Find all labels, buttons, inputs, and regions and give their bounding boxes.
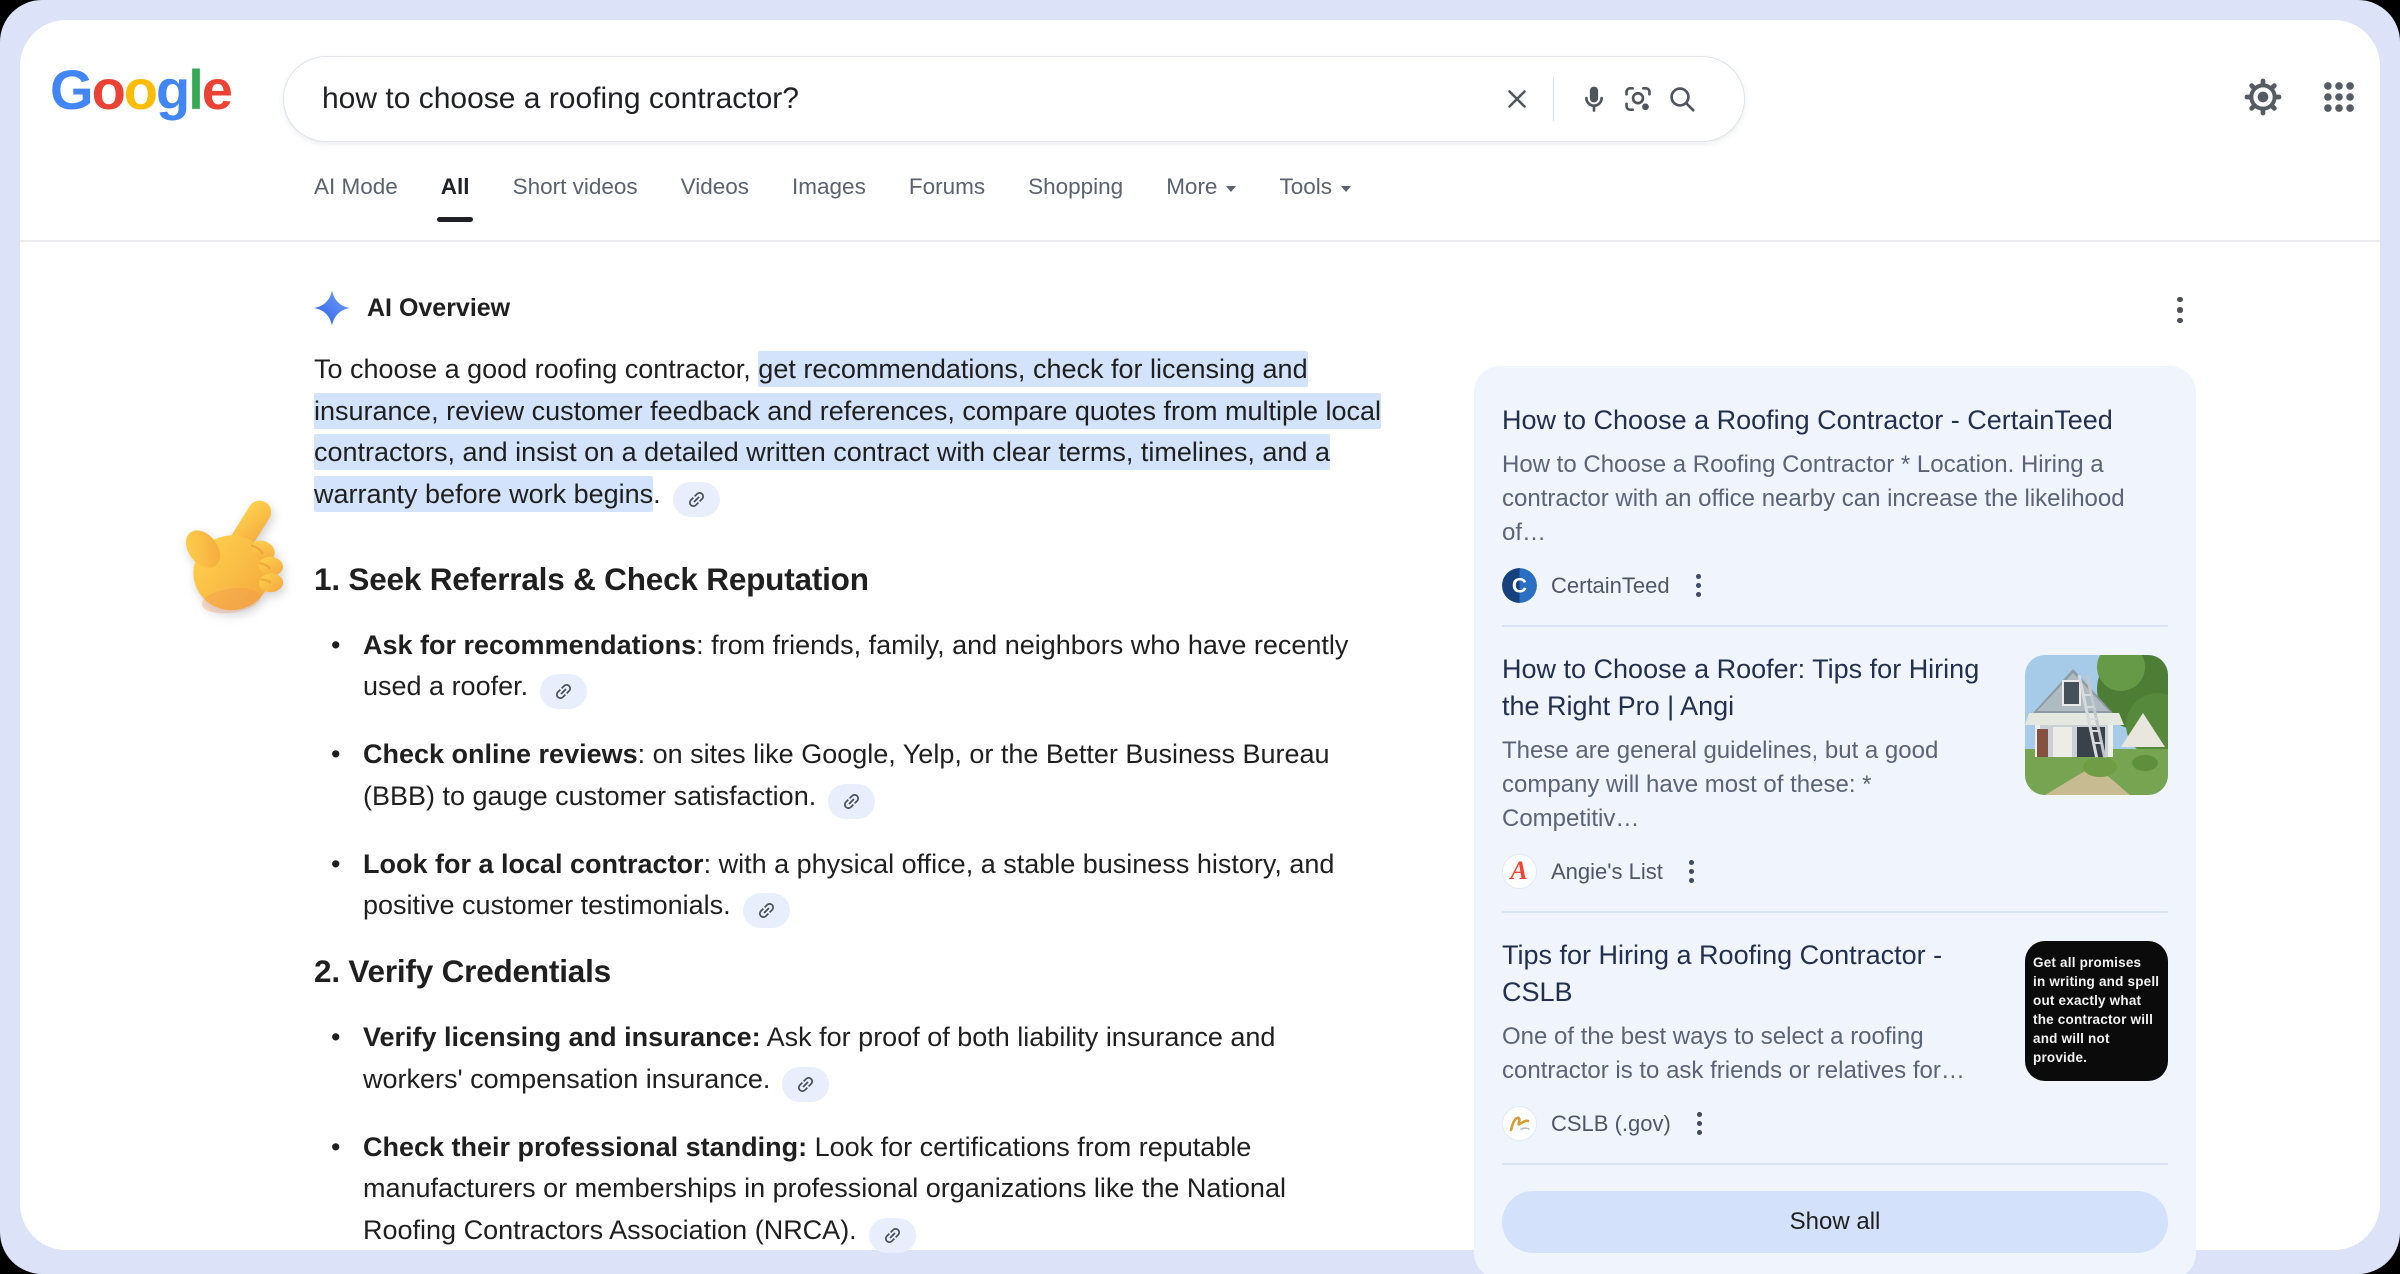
search-bar[interactable] <box>283 56 1745 142</box>
source-name: Angie's List <box>1551 858 1663 884</box>
svg-text:A: A <box>1510 856 1528 885</box>
citation-link-chip[interactable] <box>869 1218 916 1253</box>
logo-letter: e <box>201 58 231 121</box>
search-bar-separator <box>1553 77 1554 121</box>
citation-link-chip[interactable] <box>673 482 720 517</box>
source-title[interactable]: How to Choose a Roofing Contractor - CertainTeed <box>1502 405 2113 435</box>
tab-ai-mode[interactable]: AI Mode <box>314 174 398 199</box>
section-heading-1: 1. Seek Referrals & Check Reputation <box>314 560 869 597</box>
svg-text:C: C <box>1511 574 1528 598</box>
source-name: CertainTeed <box>1551 572 1670 598</box>
search-icon[interactable] <box>1660 77 1704 121</box>
angies-list-favicon <box>1502 854 1537 889</box>
summary-prefix: To choose a good roofing contractor, <box>314 354 759 384</box>
citation-link-chip[interactable] <box>828 784 875 819</box>
tab-tools[interactable]: Tools <box>1279 174 1351 222</box>
search-input[interactable]: how to choose a roofing contractor? <box>322 82 799 115</box>
clear-icon[interactable] <box>1495 77 1539 121</box>
result-thumbnail-house[interactable] <box>2025 655 2168 795</box>
list-item: • Verify licensing and insurance: Ask for proof of both liability insurance and workers' compensation insurance. <box>314 1017 1374 1102</box>
list-item: • Ask for recommendations: from friends, family, and neighbors who have recently used a roofer. <box>314 625 1374 710</box>
more-vertical-icon[interactable] <box>1685 1109 1715 1139</box>
ai-overview-header <box>314 288 1416 328</box>
source-title[interactable]: How to Choose a Roofer: Tips for Hiring the Right Pro | Angi <box>1502 654 1980 721</box>
ai-overview-summary <box>314 349 1416 517</box>
caret-down-icon <box>1226 186 1236 192</box>
caret-down-icon <box>1341 186 1351 192</box>
header-divider <box>20 240 2380 242</box>
lens-icon[interactable] <box>1616 77 1660 121</box>
settings-gear-icon[interactable] <box>2240 74 2286 120</box>
ai-overview-more-icon[interactable] <box>2160 290 2200 330</box>
ai-overview-panel <box>314 288 1416 1274</box>
list-item: • Check their professional standing: Look for certifications from reputable manufacturers or memberships in professional organizations like the National Roofing Contractors Association (NRCA). <box>314 1127 1374 1253</box>
list-item: • Look for a local contractor: with a physical office, a stable business history, and positive customer testimonials. <box>314 844 1374 929</box>
apps-grid-icon[interactable] <box>2316 74 2362 120</box>
tab-all[interactable]: All <box>441 174 470 222</box>
citation-link-chip[interactable] <box>743 893 790 928</box>
source-snippet: How to Choose a Roofing Contractor * Location. Hiring a contractor with an office nearby can increase the likelihood of… <box>1502 451 2125 546</box>
result-type-tabs <box>314 174 1351 222</box>
tab-images[interactable]: Images <box>792 174 866 199</box>
more-vertical-icon[interactable] <box>1684 571 1714 601</box>
summary-suffix: . <box>653 478 661 509</box>
source-cards-panel <box>1474 366 2196 1274</box>
tab-videos[interactable]: Videos <box>680 174 750 199</box>
tab-more[interactable]: More <box>1166 174 1236 222</box>
source-snippet: These are general guidelines, but a good company will have most of these: * Competitiv… <box>1502 737 1939 832</box>
pointing-hand-emoji <box>176 492 308 624</box>
source-card-angi[interactable] <box>1502 627 2168 913</box>
citation-link-chip[interactable] <box>782 1067 829 1102</box>
ai-overview-label: AI Overview <box>367 293 511 322</box>
logo-letter: g <box>156 58 189 121</box>
source-card-certainteed[interactable] <box>1502 378 2168 627</box>
source-name: CSLB (.gov) <box>1551 1110 1671 1136</box>
more-vertical-icon[interactable] <box>1677 857 1707 887</box>
result-thumbnail-text[interactable]: Get all promises in writing and spell out exactly what the contractor will and will not provide. <box>2025 941 2168 1081</box>
list-item: • Check online reviews: on sites like Google, Yelp, or the Better Business Bureau (BBB) to gauge customer satisfaction. <box>314 734 1374 819</box>
highlighted-text: get recommendations, check for licensing and insurance, review customer feedback and references, compare quotes from multiple local contractors, and insist on a detailed written contract with clear terms, timelines, and a warranty before work begins <box>314 351 1381 512</box>
source-card-cslb[interactable] <box>1502 913 2168 1165</box>
section-heading-2: 2. Verify Credentials <box>314 953 611 989</box>
tab-short-videos[interactable]: Short videos <box>512 174 638 199</box>
logo-letter: o <box>123 58 156 121</box>
cslb-favicon <box>1502 1106 1537 1141</box>
source-title[interactable]: Tips for Hiring a Roofing Contractor - CSLB <box>1502 940 1943 1007</box>
google-logo[interactable] <box>50 58 231 121</box>
bullet-list-2 <box>314 1017 1416 1253</box>
show-all-button[interactable]: Show all <box>1502 1191 2168 1253</box>
tab-shopping[interactable]: Shopping <box>1028 174 1124 199</box>
source-snippet: One of the best ways to select a roofing contractor is to ask friends or relatives for… <box>1502 1023 1965 1084</box>
logo-letter: o <box>91 58 124 121</box>
citation-link-chip[interactable] <box>540 674 587 709</box>
tab-forums[interactable]: Forums <box>908 174 986 199</box>
ai-sparkle-icon <box>314 290 350 326</box>
certainteed-favicon <box>1502 568 1537 603</box>
mic-icon[interactable] <box>1572 77 1616 121</box>
logo-letter: l <box>188 58 202 121</box>
bullet-list-1 <box>314 625 1416 929</box>
logo-letter: G <box>50 58 92 121</box>
